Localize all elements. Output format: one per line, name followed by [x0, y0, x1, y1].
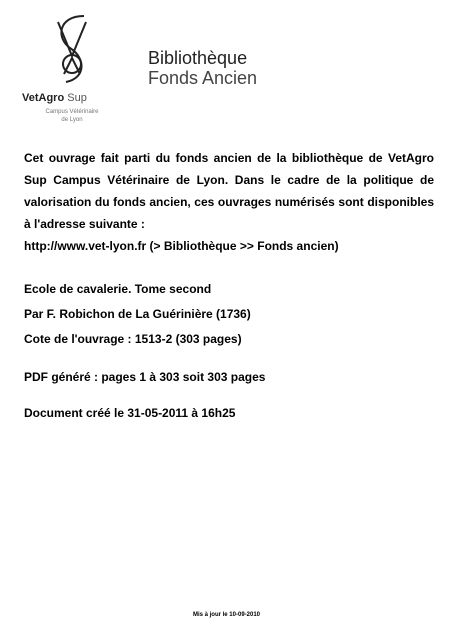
logo-subtitle [30, 108, 114, 124]
book-title: Ecole de cavalerie. Tome second [24, 282, 212, 296]
footer-update: Mis à jour le 10-09-2010 [192, 612, 261, 618]
vetagro-emblem-icon [44, 12, 100, 90]
intro-paragraph [24, 147, 434, 257]
library-heading [148, 48, 257, 88]
pdf-info: PDF généré : pages 1 à 303 soit 303 pages [24, 370, 266, 384]
vetagro-logo [22, 12, 122, 136]
logo-sub-line2: de Lyon [61, 117, 83, 123]
document-created: Document créé le 31-05-2011 à 16h25 [24, 406, 236, 420]
logo-brand-strong: VetAgro [22, 92, 65, 104]
logo-sub-line1: Campus Vétérinaire [45, 109, 99, 115]
intro-link[interactable]: http://www.vet-lyon.fr (> Bibliothèque >> Fonds ancien) [24, 239, 339, 253]
book-shelfmark: Cote de l'ouvrage : 1513-2 (303 pages) [24, 332, 242, 346]
logo-brand-light: Sup [67, 92, 87, 104]
intro-text: Cet ouvrage fait parti du fonds ancien de la bibliothèque de VetAgro Sup Campus Vétérinaire de Lyon. Dans le cadre de la politique de valorisation du fonds ancien, ces ouvrages numérisés sont disponibles à l'adresse suivante : [24, 151, 434, 231]
library-line1: Bibliothèque [148, 48, 248, 68]
book-author: Par F. Robichon de La Guérinière (1736) [24, 307, 251, 321]
logo-brand [22, 92, 122, 104]
library-line2: Fonds Ancien [148, 68, 258, 88]
